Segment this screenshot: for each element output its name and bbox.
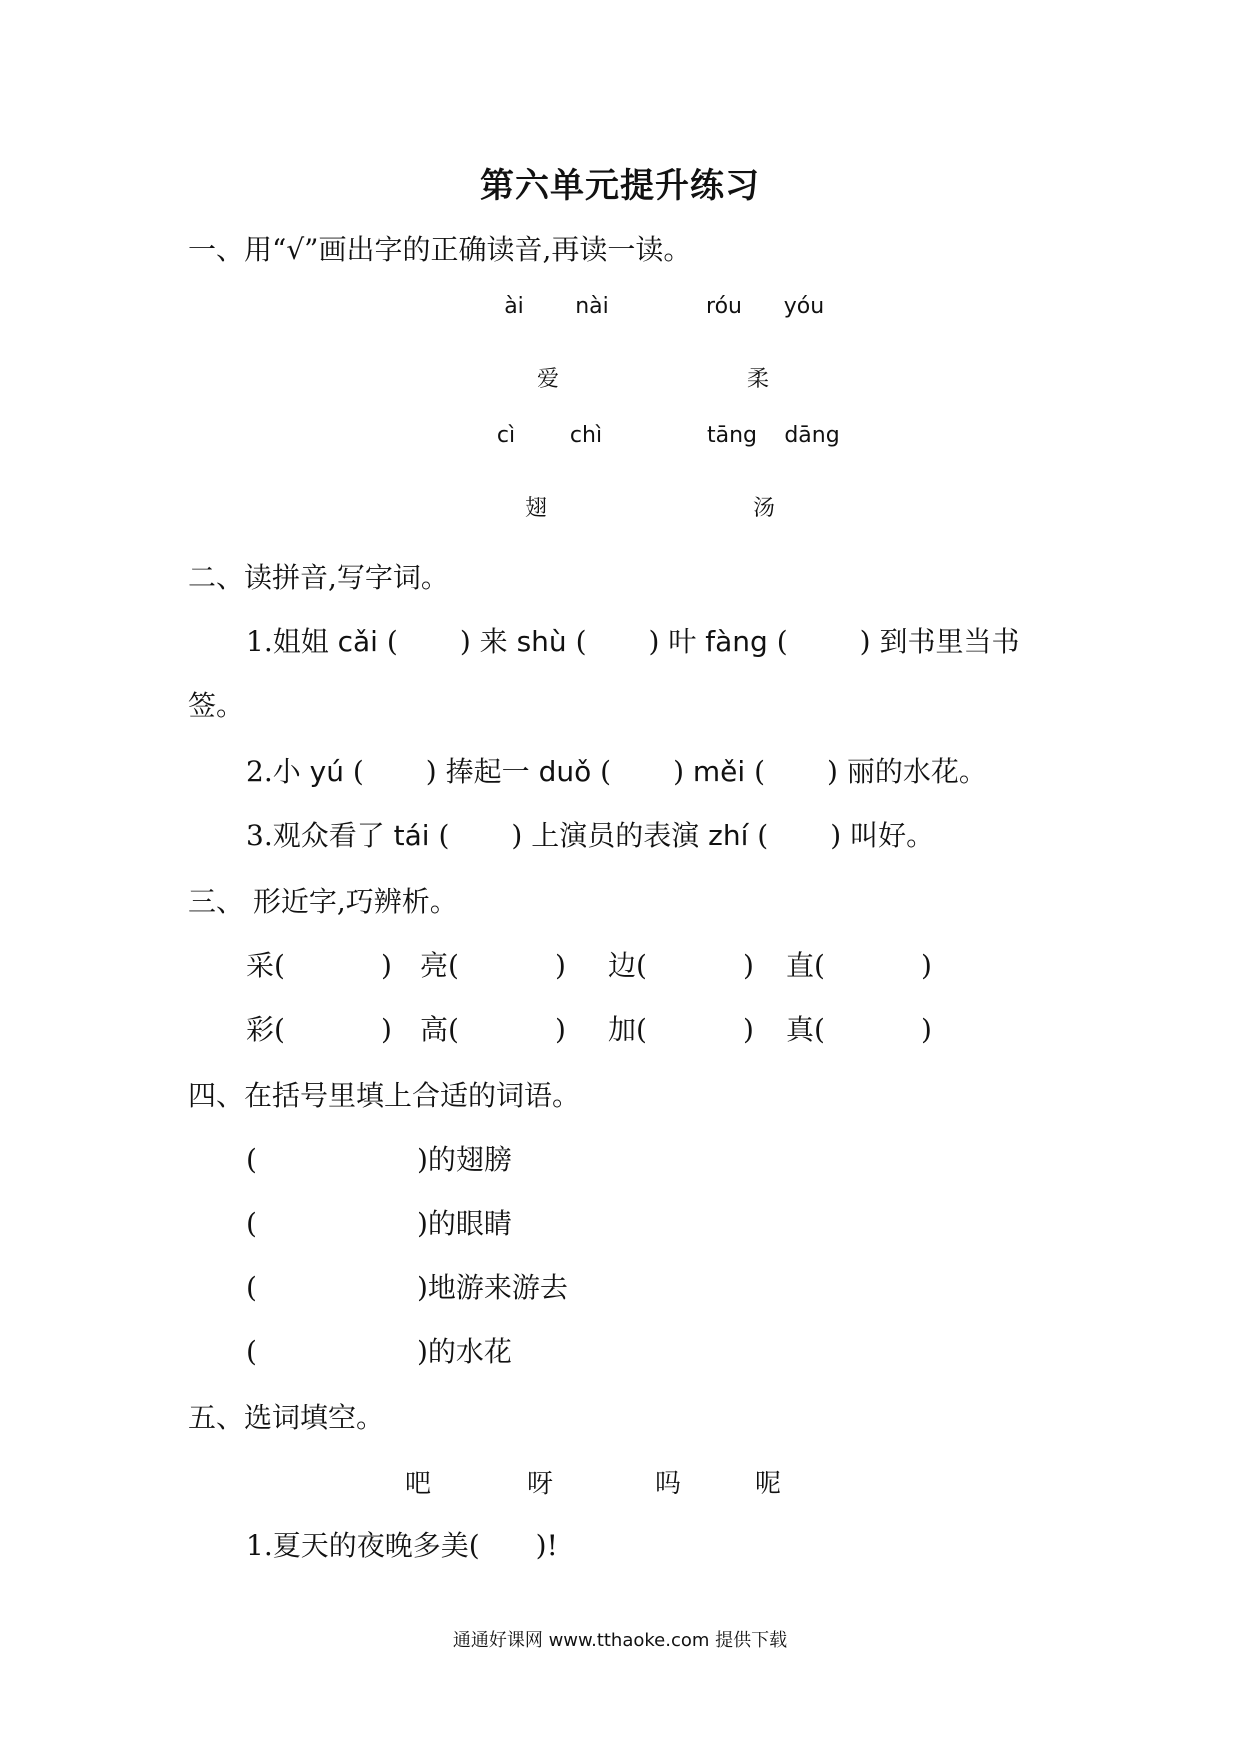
question-5-1	[246, 1524, 558, 1564]
question-text: 2.小	[246, 755, 301, 788]
answer-blank[interactable]: ( )	[600, 755, 684, 788]
dog-icon	[752, 455, 792, 484]
pinyin: duǒ	[538, 755, 592, 788]
question-2-1-continued: 签。	[188, 689, 245, 722]
question-text: 1.夏天的夜晚多美	[246, 1529, 469, 1562]
question-text: 上演员的表演	[531, 819, 700, 852]
question-text: 叶	[668, 625, 697, 658]
answer-blank[interactable]: ( )	[438, 819, 523, 852]
similar-char-item: 亮( )	[420, 949, 566, 982]
similar-char-item: 高( )	[420, 1013, 566, 1046]
question-text: 叫好。	[850, 819, 935, 852]
answer-blank[interactable]: ( )	[776, 625, 871, 658]
answer-blank[interactable]: ( )	[352, 755, 437, 788]
section-4-heading: 四、在括号里填上合适的词语。	[188, 1079, 581, 1112]
fill-word-item[interactable]: ( )地游来游去	[246, 1271, 568, 1304]
question-text: 丽的水花。	[846, 755, 987, 788]
answer-blank[interactable]: ( )	[575, 625, 660, 658]
target-character: 汤	[752, 496, 775, 521]
section-2-heading: 二、读拼音,写字词。	[188, 561, 449, 594]
fill-word-item[interactable]: ( )的翅膀	[246, 1143, 512, 1176]
dog-icon	[528, 455, 568, 484]
question-text: 来	[479, 625, 508, 658]
section-3-heading: 三、 形近字,巧辨析。	[188, 885, 458, 918]
question-text: 捧起一	[445, 755, 530, 788]
pinyin: zhí	[708, 819, 749, 852]
pinyin: shù	[516, 625, 567, 658]
pinyin-option[interactable]: dāng	[784, 423, 840, 448]
similar-char-item: 采( )	[246, 949, 392, 982]
word-choice[interactable]: 呀	[526, 1469, 553, 1499]
pinyin: yú	[309, 755, 344, 788]
question-2-3	[246, 814, 934, 854]
section-1-heading: 一、用“√”画出字的正确读音,再读一读。	[188, 233, 692, 266]
word-choice[interactable]: 呢	[754, 1469, 781, 1499]
punctuation: !	[546, 1529, 558, 1562]
question-2-2	[246, 750, 987, 790]
word-choice[interactable]: 吗	[654, 1469, 681, 1499]
pinyin-option[interactable]: róu	[706, 294, 742, 319]
pinyin: cǎi	[337, 625, 378, 658]
similar-char-item: 真( )	[786, 1013, 932, 1046]
pinyin: tái	[393, 819, 430, 852]
pinyin: měi	[692, 755, 746, 788]
similar-char-item: 边( )	[608, 949, 754, 982]
answer-blank[interactable]: ( )	[754, 755, 838, 788]
answer-blank[interactable]: ( )	[386, 625, 471, 658]
similar-char-item: 彩( )	[246, 1013, 392, 1046]
target-character: 翅	[524, 496, 547, 521]
question-text: 到书里当书	[879, 625, 1020, 658]
pinyin-option[interactable]: tāng	[706, 423, 757, 448]
section-5-heading: 五、选词填空。	[188, 1401, 385, 1434]
question-text: 1.姐姐	[246, 625, 329, 658]
answer-blank[interactable]: ( )	[468, 1529, 547, 1562]
pinyin-option[interactable]: cì	[496, 423, 516, 448]
footer-credit: 通通好课网 www.tthaoke.com 提供下载	[452, 1630, 788, 1651]
dog-icon	[532, 326, 572, 355]
fill-word-item[interactable]: ( )的水花	[246, 1335, 512, 1368]
pinyin-option[interactable]: yóu	[783, 294, 825, 319]
target-character: 柔	[746, 367, 769, 392]
page-title: 第六单元提升练习	[480, 166, 760, 206]
word-choice[interactable]: 吧	[404, 1469, 431, 1499]
pinyin-option[interactable]: ài	[504, 294, 524, 319]
question-2-1	[246, 620, 1020, 660]
pinyin-option[interactable]: nài	[575, 294, 609, 319]
similar-char-item: 加( )	[608, 1013, 754, 1046]
answer-blank[interactable]: ( )	[757, 819, 842, 852]
pinyin: fàng	[705, 625, 768, 658]
fill-word-item[interactable]: ( )的眼睛	[246, 1207, 512, 1240]
target-character: 爱	[536, 367, 559, 392]
question-text: 3.观众看了	[246, 819, 385, 852]
dog-icon	[742, 326, 782, 355]
similar-char-item: 直( )	[786, 949, 932, 982]
pinyin-option[interactable]: chì	[569, 423, 603, 448]
